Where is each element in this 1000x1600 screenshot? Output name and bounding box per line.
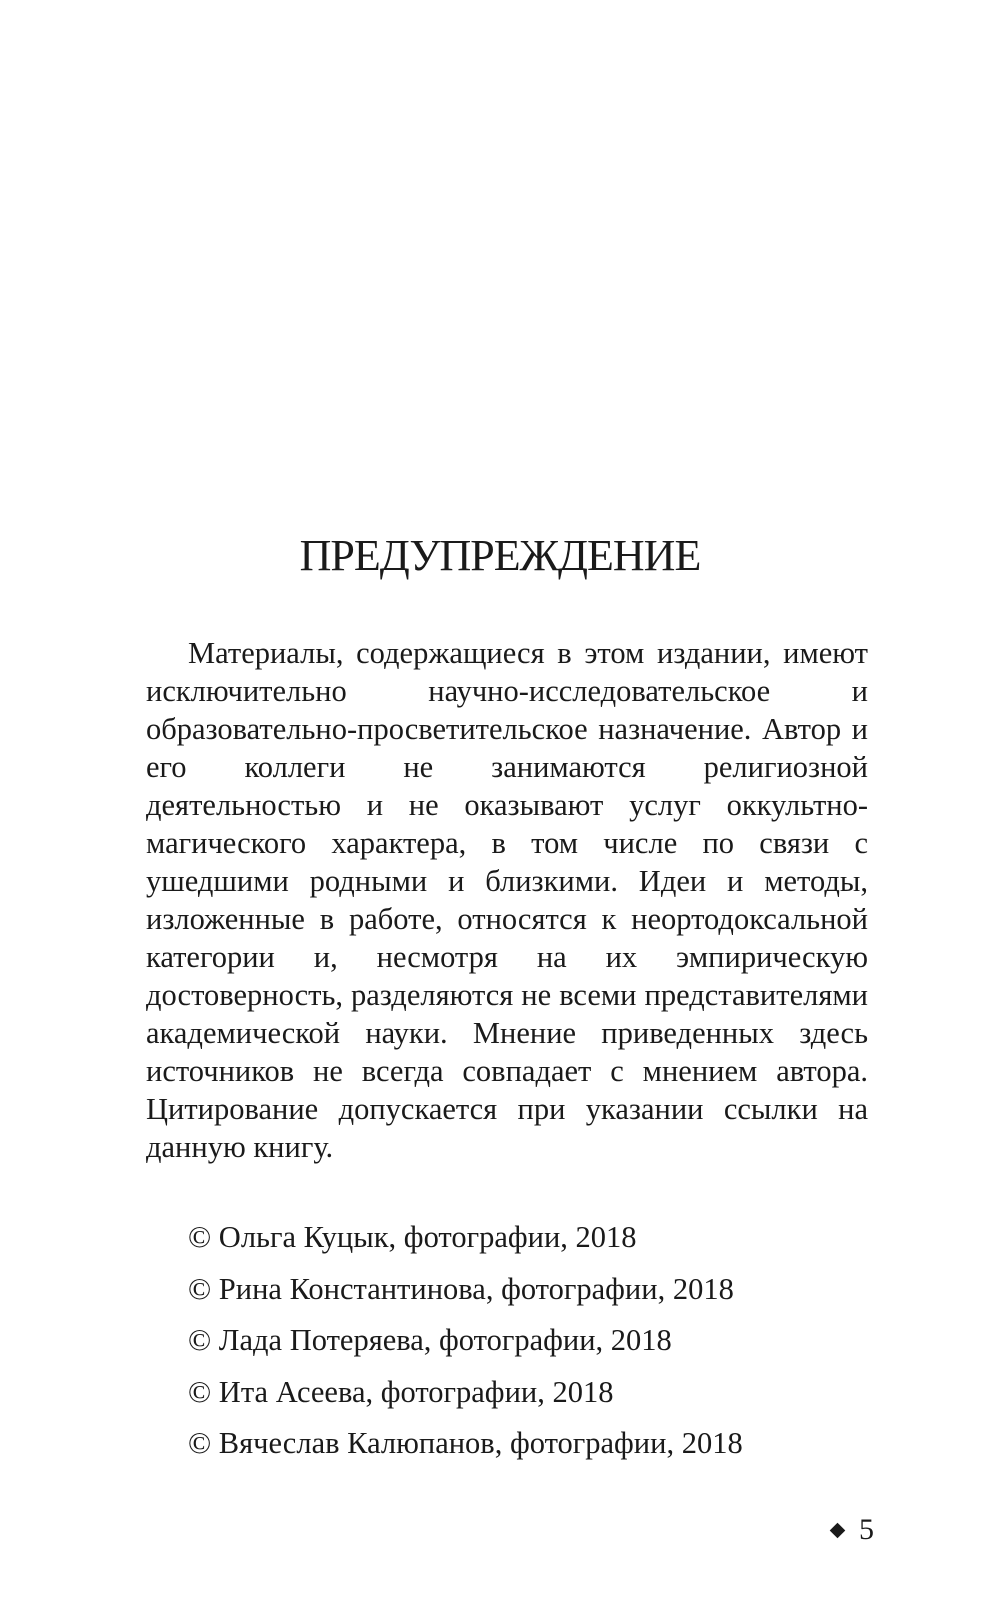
page-footer — [832, 1512, 874, 1548]
credit-item: © Рина Константинова, фотографии, 2018 — [188, 1271, 734, 1306]
page-number: 5 — [859, 1513, 874, 1546]
photo-credits-list — [188, 1212, 888, 1470]
warning-text: Материалы, содержащиеся в этом издании, имеют исключительно научно-исследовательское и образовательно-просветительское назначение. Автор и его коллеги не занимаются религиозной деятельностью и не оказывают услуг оккультно-магического характера, в том числе по связи с ушедшими родными и близкими. Идеи и методы, изложенные в работе, относятся к неортодоксальной категории и, несмотря на их эмпирическую достоверность, разделяются не всеми представителями академической науки. Мнение приведенных здесь источников не всегда совпадает с мнением автора. Цитирование допускается при указании ссылки на данную книгу. — [146, 636, 868, 1164]
credit-item: © Вячеслав Калюпанов, фотографии, 2018 — [188, 1426, 743, 1460]
credit-item: © Ита Асеева, фотографии, 2018 — [188, 1374, 614, 1409]
diamond-icon — [830, 1522, 846, 1538]
credit-item: © Лада Потеряева, фотографии, 2018 — [188, 1323, 672, 1357]
warning-paragraph — [146, 634, 868, 1166]
credit-item: © Ольга Куцык, фотографии, 2018 — [188, 1220, 637, 1254]
page-title: ПРЕДУПРЕЖДЕНИЕ — [299, 531, 701, 580]
